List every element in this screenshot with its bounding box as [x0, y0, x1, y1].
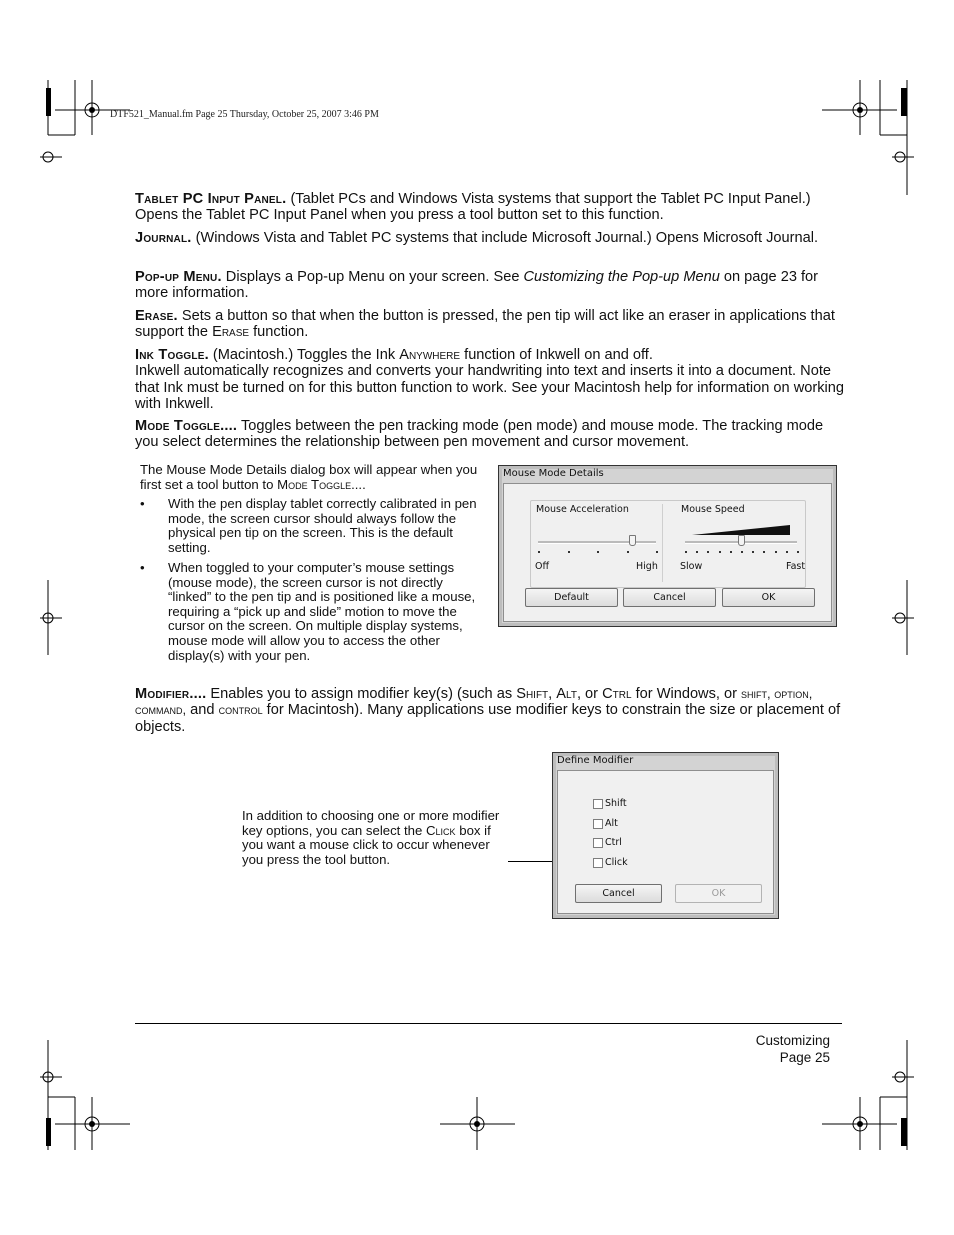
modifier-note-sc: Click: [426, 822, 456, 838]
checkbox-icon[interactable]: [593, 819, 603, 829]
erase-paragraph: [135, 308, 845, 341]
ok-button[interactable]: OK: [722, 588, 815, 607]
checkbox-shift-label: Shift: [605, 798, 627, 809]
mode-note-intro-b: ....: [351, 476, 366, 492]
key-alt: Alt: [556, 686, 577, 702]
speed-slider-thumb[interactable]: [738, 535, 745, 546]
modifier-text-b: for Macintosh). Many applications use modifier keys to constrain the size or placement of objects.: [135, 702, 841, 735]
mode-note-intro-sc: Mode Toggle: [277, 476, 352, 492]
journal-paragraph: [135, 230, 845, 246]
tablet-pc-text: (Tablet PCs and Windows Vista systems that support the Tablet PC Input Panel.) Opens the Tablet PC Input Panel when you press a tool button set to this function.: [135, 191, 811, 224]
speed-max-label: Fast: [786, 561, 806, 572]
mode-note-bullet-2: [140, 561, 480, 671]
mouse-dialog-title: Mouse Mode Details: [503, 468, 604, 479]
popup-text-b: on page 23 for more information.: [135, 269, 819, 302]
checkbox-icon[interactable]: [593, 838, 603, 848]
modifier-for-windows: for Windows, or: [635, 686, 737, 702]
tablet-pc-paragraph: [135, 191, 845, 224]
modifier-paragraph: Modifier.... Enables you to assign modifier key(s) (such as Shift, Alt, or Ctrl for Windows, or shift, option, command, and control for Macintosh). Many applications use modifier keys to constrain the size or placement of objects.: [135, 686, 841, 735]
ink-text-c: Inkwell automatically recognizes and converts your handwriting into text and inserts it into a document. Note that Ink must be turned on for this button function to work. See your Macintosh help for information on working with Inkwell.: [135, 363, 844, 413]
popup-reference: Customizing the Pop-up Menu: [523, 269, 720, 285]
mode-paragraph: [135, 418, 845, 451]
slider-tick: [696, 551, 698, 553]
group-divider: [662, 504, 663, 582]
slider-tick: [775, 551, 777, 553]
slider-tick: [786, 551, 788, 553]
slider-tick: [752, 551, 754, 553]
slider-tick: [538, 551, 540, 553]
mode-note-intro: [140, 463, 480, 492]
file-stamp: DTF521_Manual.fm Page 25 Thursday, October 25, 2007 3:46 PM: [110, 109, 379, 120]
erase-sc-word: Erase: [212, 324, 250, 341]
term-popup: Pop-up Menu.: [135, 269, 222, 285]
term-tablet-pc: Tablet PC Input Panel.: [135, 191, 287, 207]
slider-tick: [730, 551, 732, 553]
slider-tick: [627, 551, 629, 553]
mode-note-intro-a: The Mouse Mode Details dialog box will appear when you first set a tool button to: [140, 462, 478, 492]
modifier-or: , or: [576, 686, 599, 702]
speed-min-label: Slow: [680, 561, 703, 572]
footer-rule: [135, 1023, 842, 1024]
mode-text: Toggles between the pen tracking mode (pen mode) and mouse mode. The tracking mode you select determines the relationship between pen movement and cursor movement.: [135, 418, 824, 451]
checkbox-alt-label: Alt: [605, 818, 618, 829]
modifier-note-a: In addition to choosing one or more modifier key options, you can select the: [242, 808, 500, 838]
bullet-text: When toggled to your computer’s mouse settings (mouse mode), the screen cursor is not directly “linked” to the pen tip and is positioned like a mouse, requiring a “pick up and slide” motion to move the cursor on the screen. On multiple display systems, mouse mode will allow you to access the other display(s) with your pen.: [168, 560, 476, 663]
bullet-marker: •: [140, 560, 145, 575]
bullet-text: With the pen display tablet correctly calibrated in pen mode, the screen cursor should always follow the physical pen tip on the screen. This is the default setting.: [168, 496, 477, 555]
accel-min-label: Off: [535, 561, 550, 572]
checkbox-click[interactable]: [593, 857, 628, 868]
ink-text-b: function of Inkwell on and off.: [464, 347, 653, 363]
modifier-dialog-body: [557, 770, 774, 914]
modifier-dialog-title: Define Modifier: [557, 755, 634, 766]
modifier-ok-button[interactable]: OK: [675, 884, 762, 903]
modifier-note: [242, 809, 507, 867]
checkbox-ctrl-label: Ctrl: [605, 837, 622, 848]
mouse-mode-dialog: [498, 465, 837, 627]
speed-label: Mouse Speed: [681, 504, 745, 515]
cancel-button[interactable]: Cancel: [623, 588, 716, 607]
accel-slider-track[interactable]: [538, 541, 656, 544]
ink-paragraph: [135, 347, 845, 413]
term-journal: Journal.: [135, 230, 192, 246]
slider-tick: [797, 551, 799, 553]
slider-tick: [719, 551, 721, 553]
term-mode: Mode Toggle....: [135, 418, 238, 434]
mac-keys: shift, option, command,: [135, 686, 813, 718]
erase-text-b: function.: [253, 324, 309, 341]
define-modifier-dialog: [552, 752, 779, 919]
key-ctrl: Ctrl: [602, 686, 632, 702]
ink-text-a: (Macintosh.) Toggles the Ink: [212, 347, 396, 363]
modifier-text-a: Enables you to assign modifier key(s) (such as: [210, 686, 513, 702]
erase-text-a: Sets a button so that when the button is pressed, the pen tip will act like an eraser in applications that support the: [135, 308, 835, 341]
accel-slider-thumb[interactable]: [629, 535, 636, 546]
slider-tick: [707, 551, 709, 553]
slider-tick: [741, 551, 743, 553]
slider-tick: [656, 551, 658, 553]
bullet-marker: •: [140, 496, 145, 511]
popup-text-a: Displays a Pop-up Menu on your screen. See: [225, 269, 520, 285]
checkbox-icon[interactable]: [593, 799, 603, 809]
accel-max-label: High: [636, 561, 658, 572]
footer-section: Customizing: [755, 1033, 830, 1048]
term-modifier: Modifier....: [135, 686, 207, 702]
checkbox-alt[interactable]: [593, 818, 618, 829]
default-button[interactable]: Default: [525, 588, 618, 607]
slider-tick: [763, 551, 765, 553]
modifier-and: and: [190, 702, 215, 719]
slider-tick: [685, 551, 687, 553]
checkbox-ctrl[interactable]: [593, 837, 622, 848]
journal-text: (Windows Vista and Tablet PC systems that include Microsoft Journal.) Opens Microsoft Journal.: [195, 230, 818, 246]
mode-note-bullet-1: [140, 497, 480, 557]
term-ink: Ink Toggle.: [135, 347, 209, 363]
popup-paragraph: [135, 269, 845, 302]
term-erase: Erase.: [135, 308, 178, 324]
key-shift: Shift: [516, 686, 549, 702]
footer: [700, 1032, 830, 1066]
accel-label: Mouse Acceleration: [536, 504, 629, 515]
checkbox-shift[interactable]: [593, 798, 627, 809]
mouse-dialog-body: [503, 483, 832, 622]
key-control: control: [218, 702, 263, 718]
modifier-note-b: box if you want a mouse click to occur whenever you press the tool button.: [242, 822, 491, 867]
slider-tick: [597, 551, 599, 553]
ink-sc-word: Anywhere: [399, 347, 461, 363]
checkbox-icon[interactable]: [593, 858, 603, 868]
checkbox-click-label: Click: [605, 857, 628, 868]
modifier-cancel-button[interactable]: Cancel: [575, 884, 662, 903]
footer-page: Page 25: [779, 1050, 830, 1065]
slider-tick: [568, 551, 570, 553]
